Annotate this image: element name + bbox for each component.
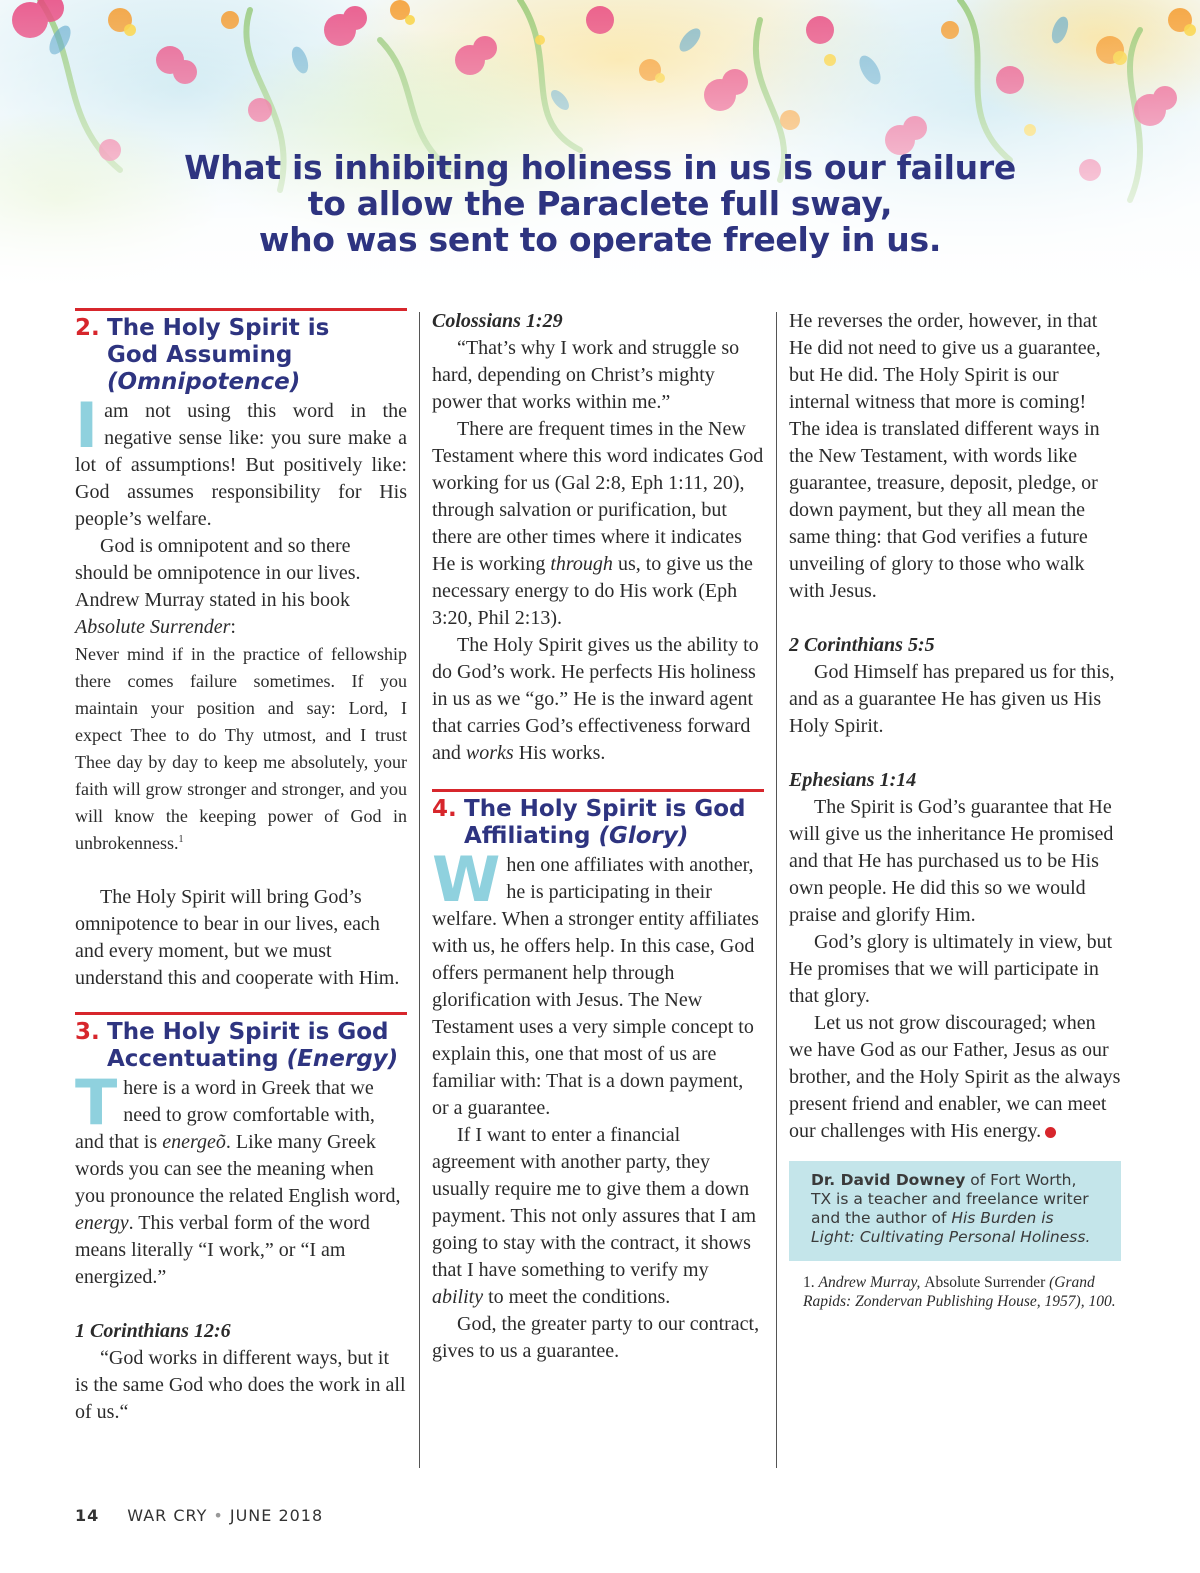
body-paragraph: When one affiliates with another, he is participating in their welfare. When a stronger entity affiliates with us, he offers help. In this case, God offers permanent help through glorification with Jesus. The New Testament uses a very simple concept to explain this, one that most of us are familiar with: That is a down payment, or a guarantee. [432,843,759,1119]
section-number: 3. [75,1019,100,1045]
section-4-heading: 4. The Holy Spirit is God Affiliating (Glory) [432,789,764,850]
watercolor-banner [0,0,1200,290]
page-number: 14 [75,1506,100,1525]
column-2 [432,308,764,1365]
body-paragraph: He reverses the order, however, in that He did not need to give us a guarantee, but He did. The Holy Spirit is our internal witness that more is coming! The idea is translated different ways in the New Testament, with words like guarantee, treasure, deposit, pledge, or down payment, but they all mean the same thing: that God verifies a future unveiling of glory to those who walk with Jesus. [789,310,1101,602]
scripture-text: God Himself has prepared us for this, and as a guarantee He has given us His Holy Spirit. [789,661,1115,737]
section-title-line: The Holy Spirit is [107,315,330,341]
column-divider [776,312,777,1468]
pull-quote-line: What is inhibiting holiness in us is our failure [184,148,1016,187]
footnote-marker: 1 [178,834,184,845]
scripture-text: “God works in different ways, but it is the same God who does the work in all of us.“ [75,1347,406,1423]
body-paragraph: God is omnipotent and so there should be omnipotence in our lives. Andrew Murray stated in his book Absolute Surrender: [75,535,361,638]
book-title: His Burden is Light: Cultivating Personal Holiness. [811,1209,1091,1246]
author-bio-box: Dr. David Downey of Fort Worth, TX is a teacher and freelance writer and the author of His Burden is Light: Cultivating Personal Holiness. [789,1161,1121,1261]
body-paragraph: There are frequent times in the New Testament where this word indicates God working for us (Gal 2:8, Eph 1:11, 20), through salvation or purification, but there are other times where it indicates He is working through us, to give us the necessary energy to do His work (Eph 3:20, Phil 2:13). [432,418,764,629]
footnote: 1. Andrew Murray, Absolute Surrender (Grand Rapids: Zondervan Publishing House, 1957), 100. [803,1274,1116,1310]
drop-cap: I [75,389,99,462]
section-number: 2. [75,315,100,341]
drop-cap: W [432,843,501,916]
body-paragraph: There is a word in Greek that we need to grow comfortable with, and that is energeõ. Like many Greek words you can see the meaning when you pronounce the related English word, energy. This verbal form of the word means literally “I work,” or “I am energized.” [75,1066,401,1288]
scripture-reference: Colossians 1:29 [432,310,563,332]
pull-quote-line: who was sent to operate freely in us. [258,220,942,259]
scripture-text: “That’s why I work and struggle so hard, depending on Christ’s mighty power that works within me.” [432,337,740,413]
pull-quote-line: to allow the Paraclete full sway, [307,184,893,223]
section-title-line: The Holy Spirit is God [464,796,746,822]
section-3-heading: 3. The Holy Spirit is God Accentuating (Energy) [75,1012,407,1073]
issue-date: JUNE 2018 [229,1506,324,1525]
separator-dot: • [213,1506,224,1525]
book-title: Absolute Surrender [75,616,231,638]
body-paragraph: God’s glory is ultimately in view, but He promises that we will participate in that glory. [789,931,1113,1007]
section-2-heading [75,308,407,396]
section-title-line: God Assuming [107,342,293,368]
body-paragraph: The Holy Spirit gives us the ability to do God’s work. He perfects His holiness in us as we “go.” He is the inward agent that carries God’s effectiveness forward and works His works. [432,634,759,764]
page-footer [75,1506,323,1525]
body-paragraph: Iam not using this word in the negative sense like: you sure make a lot of assumptions! But positively like: God assumes responsibility for His people’s welfare. [75,389,407,530]
body-paragraph: If I want to enter a financial agreement with another party, they usually require me to give them a down payment. This not only assures that I am going to stay with the contract, it shows that I have something to verify my ability to meet the conditions. [432,1124,757,1308]
body-paragraph: Let us not grow discouraged; when we have God as our Father, Jesus as our brother, and the Holy Spirit as the always present friend and enabler, we can meet our challenges with His energy. [789,1012,1121,1142]
block-quote: Never mind if in the practice of fellowship there comes failure sometimes. If you maintain your position and say: Lord, I expect Thee to do Thy utmost, and I trust Thee day by day to keep me absolutely, your faith will grow stronger and stronger, and you will know the keeping power of God in unbrokenness.$^1$ [75,644,407,853]
magazine-name: WAR CRY [127,1506,208,1525]
scripture-text: The Spirit is God’s guarantee that He will give us the inheritance He promised and that He has purchased us to be His own people. He did this so we would praise and glorify Him. [789,796,1114,926]
end-mark-icon [1045,1127,1056,1138]
drop-cap: T [75,1066,118,1139]
section-title-emphasis: (Omnipotence) [107,369,301,395]
column-3 [789,308,1121,1311]
scripture-reference: 1 Corinthians 12:6 [75,1320,231,1342]
section-title-emphasis: (Energy) [286,1046,399,1072]
scripture-reference: Ephesians 1:14 [789,769,917,791]
column-1 [75,308,407,1426]
pull-quote [0,150,1200,258]
column-divider [419,312,420,1468]
scripture-reference: 2 Corinthians 5:5 [789,634,935,656]
section-title-line: The Holy Spirit is God [107,1019,389,1045]
author-name: Dr. David Downey [811,1171,966,1189]
section-number: 4. [432,796,457,822]
body-paragraph: The Holy Spirit will bring God’s omnipotence to bear in our lives, each and every moment, but we must understand this and cooperate with Him. [75,886,400,989]
body-paragraph: God, the greater party to our contract, gives to us a guarantee. [432,1313,760,1362]
section-title-emphasis: (Glory) [598,823,689,849]
